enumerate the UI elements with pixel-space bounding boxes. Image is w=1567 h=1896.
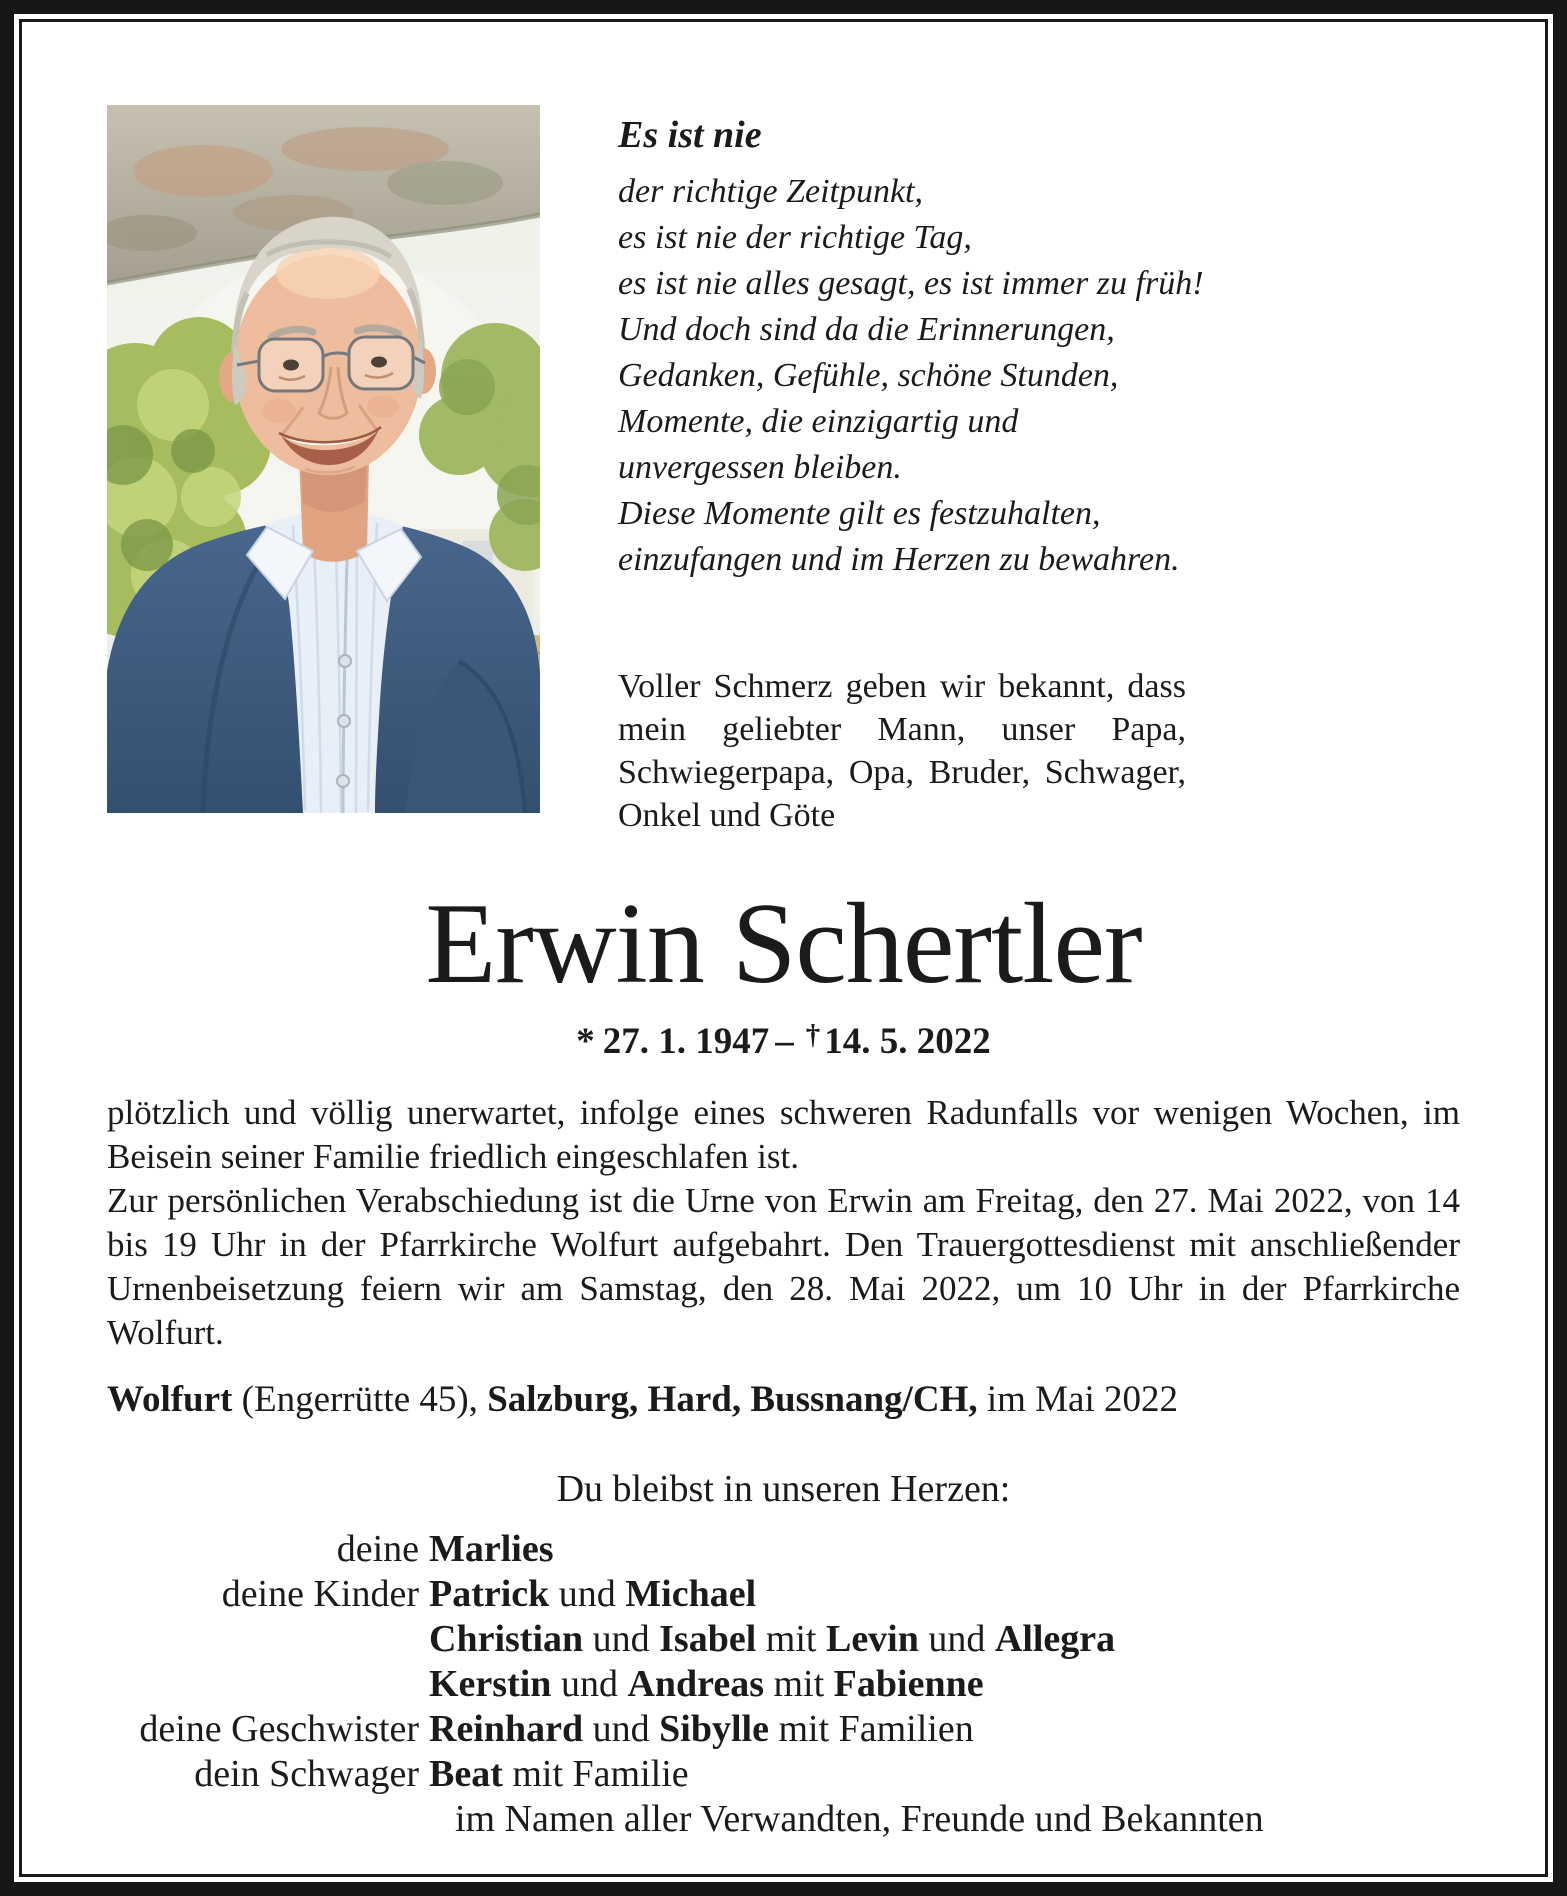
body-paragraph-2: Zur persönlichen Verabschiedung ist die Urne von Erwin am Freitag, den 27. Mai 2022, von 14 bis 19 Uhr in der Pfarrkirche Wolfurt aufgebahrt. Den Trauergottesdienst mit anschließender Urnenbeisetzung feiern wir am Samstag, den 28. Mai 2022, um 10 Uhr in der Pfarrkirche Wolfurt. — [107, 1180, 1460, 1352]
portrait-illustration — [107, 105, 540, 813]
plain-text: mit Familien — [768, 1707, 974, 1750]
birth-date: 27. 1. 1947 — [602, 1020, 770, 1062]
family-row — [107, 1752, 1460, 1797]
plain-text: im Namen aller Verwandten, Freunde und Bekannten — [455, 1797, 1264, 1840]
emphasized-text: Patrick — [429, 1572, 550, 1615]
family-label — [107, 1617, 419, 1662]
plain-text: und — [918, 1617, 995, 1660]
family-list — [107, 1527, 1460, 1842]
top-section — [107, 22, 1460, 837]
plain-text: und — [583, 1707, 660, 1750]
poem-title: Es ist nie — [618, 114, 762, 156]
poem-line: es ist nie alles gesagt, es ist immer zu früh! — [618, 265, 1204, 302]
emphasized-text: Kerstin — [429, 1662, 552, 1705]
family-names — [429, 1752, 1460, 1797]
birth-symbol: * — [576, 1020, 595, 1062]
emphasized-text: Marlies — [429, 1527, 554, 1570]
emphasized-text: Fabienne — [833, 1662, 984, 1705]
life-dates — [107, 1012, 1460, 1065]
emphasized-text: Andreas — [627, 1662, 764, 1705]
plain-text: und — [551, 1662, 628, 1705]
plain-text: und — [549, 1572, 626, 1615]
poem-line: Diese Momente gilt es festzuhalten, — [618, 495, 1101, 532]
family-row — [107, 1662, 1460, 1707]
family-names — [429, 1662, 1460, 1707]
family-names — [429, 1617, 1460, 1662]
family-label — [107, 1662, 419, 1707]
emphasized-text: Levin — [825, 1617, 919, 1660]
emphasized-text: Reinhard — [429, 1707, 584, 1750]
death-symbol: † — [805, 1018, 821, 1051]
deceased-name: Erwin Schertler — [425, 880, 1142, 1008]
memorial-poem — [618, 115, 1460, 583]
plain-text: mit — [756, 1617, 826, 1660]
emphasized-text: Beat — [429, 1752, 503, 1795]
portrait-photo — [107, 105, 540, 813]
poem-line: Gedanken, Gefühle, schöne Stunden, — [618, 357, 1119, 394]
closing-line — [429, 1797, 1460, 1842]
family-label — [107, 1797, 419, 1842]
family-label: deine — [336, 1527, 419, 1570]
dates-separator: – — [775, 1020, 794, 1062]
family-row — [107, 1797, 1460, 1842]
plain-text: mit — [763, 1662, 834, 1705]
emphasized-text: Christian — [429, 1617, 584, 1660]
family-names — [429, 1572, 1460, 1617]
emphasized-text: Sibylle — [659, 1707, 769, 1750]
family-names — [429, 1527, 1460, 1572]
family-label: deine Geschwister — [139, 1707, 419, 1750]
plain-text: im Mai 2022 — [977, 1378, 1178, 1420]
emphasized-text: Isabel — [659, 1617, 757, 1660]
announcement-text: Voller Schmerz geben wir bekannt, dass mein geliebter Mann, unser Papa, Schwiegerpapa, Opa, Bruder, Schwager, Onkel und Göte — [618, 668, 1186, 834]
obituary-content — [22, 22, 1545, 1842]
emphasized-text: Salzburg, Hard, Bussnang/CH, — [487, 1378, 978, 1420]
location-line — [107, 1377, 1460, 1423]
poem-line: Und doch sind da die Erinnerungen, — [618, 311, 1115, 348]
family-row — [107, 1617, 1460, 1662]
family-row — [107, 1527, 1460, 1572]
emphasized-text: Wolfurt — [107, 1378, 233, 1420]
poem-line: Momente, die einzigartig und — [618, 403, 1019, 440]
death-date: 14. 5. 2022 — [824, 1020, 991, 1062]
family-names — [429, 1707, 1460, 1752]
body-paragraph-1: plötzlich und völlig unerwartet, infolge eines schweren Radunfalls vor wenigen Wochen, im Beisein seiner Familie friedlich eingeschlafen ist. — [107, 1092, 1460, 1176]
family-label: deine Kinder — [221, 1572, 419, 1615]
frame-inner-border — [19, 19, 1548, 1877]
poem-line: der richtige Zeitpunkt, — [618, 173, 924, 210]
obituary-body — [107, 1091, 1460, 1355]
plain-text: (Engerrütte 45), — [232, 1378, 488, 1420]
emphasized-text: Allegra — [994, 1617, 1116, 1660]
poem-line: einzufangen und im Herzen zu bewahren. — [618, 541, 1180, 578]
family-row — [107, 1572, 1460, 1617]
family-label: dein Schwager — [194, 1752, 419, 1795]
emphasized-text: Michael — [625, 1572, 757, 1615]
plain-text: und — [583, 1617, 660, 1660]
frame-gap — [14, 14, 1553, 1882]
poem-and-announcement — [618, 105, 1460, 837]
farewell-line: Du bleibst in unseren Herzen: — [556, 1467, 1011, 1510]
poem-line: unvergessen bleiben. — [618, 449, 902, 486]
poem-line: es ist nie der richtige Tag, — [618, 219, 972, 256]
family-row — [107, 1707, 1460, 1752]
plain-text: mit Familie — [502, 1752, 689, 1795]
